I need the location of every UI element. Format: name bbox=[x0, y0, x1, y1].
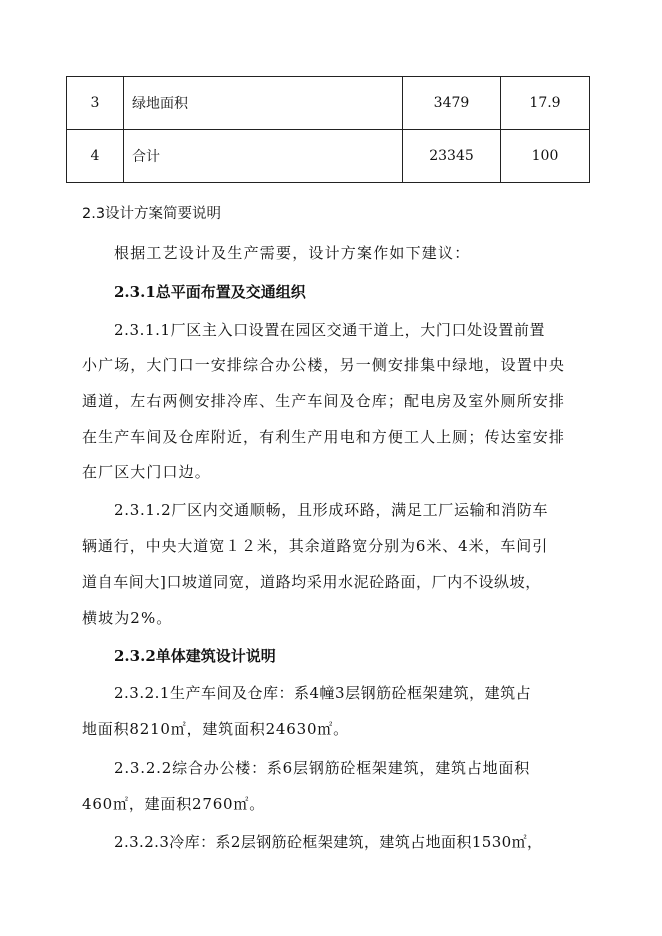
table-row bbox=[67, 130, 590, 183]
paragraph-line: 2.3.2.2综合办公楼：系6层钢筋砼框架建筑，建筑占地面积 bbox=[114, 759, 531, 777]
paragraph-line: 辆通行，中央大道宽１２米，其余道路宽分别为6米、4米，车间引 bbox=[82, 537, 549, 555]
subsection-heading-layout: 2.3.1总平面布置及交通组织 bbox=[114, 283, 306, 301]
paragraph-line: 通道，左右两侧安排冷库、生产车间及仓库；配电房及室外厕所安排 bbox=[82, 392, 566, 410]
row-area: 23345 bbox=[403, 130, 501, 183]
intro-paragraph: 根据工艺设计及生产需要，设计方案作如下建议： bbox=[114, 244, 471, 262]
paragraph-line: 2.3.1.2厂区内交通顺畅，且形成环路，满足工厂运输和消防车 bbox=[114, 501, 549, 519]
paragraph-line: 在厂区大门口边。 bbox=[82, 463, 211, 481]
land-use-table bbox=[66, 76, 590, 183]
section-title: 2.3设计方案简要说明 bbox=[82, 206, 222, 222]
paragraph-line: 地面积8210㎡，建筑面积24630㎡。 bbox=[82, 720, 349, 738]
row-percent: 100 bbox=[501, 130, 590, 183]
row-percent: 17.9 bbox=[501, 77, 590, 130]
row-area: 3479 bbox=[403, 77, 501, 130]
paragraph-line: 460㎡，建面积2760㎡。 bbox=[82, 795, 266, 813]
paragraph-line: 小广场，大门口一安排综合办公楼，另一侧安排集中绿地，设置中央 bbox=[82, 356, 566, 374]
paragraph-line: 道自车间大]口坡道同宽，道路均采用水泥砼路面，厂内不设纵坡， bbox=[82, 573, 541, 591]
paragraph-line: 2.3.2.1生产车间及仓库：系4幢3层钢筋砼框架建筑，建筑占 bbox=[114, 684, 532, 702]
paragraph-line: 在生产车间及仓库附近，有利生产用电和方便工人上厕；传达室安排 bbox=[82, 428, 566, 446]
paragraph-line: 横坡为2%。 bbox=[82, 609, 173, 627]
row-number: 4 bbox=[67, 130, 124, 183]
paragraph-line: 2.3.1.1厂区主入口设置在园区交通干道上，大门口处设置前置 bbox=[114, 321, 546, 339]
row-item: 合计 bbox=[124, 130, 403, 183]
paragraph-line: 2.3.2.3冷库：系2层钢筋砼框架建筑，建筑占地面积1530㎡， bbox=[114, 833, 543, 851]
row-item: 绿地面积 bbox=[124, 77, 403, 130]
subsection-heading-buildings: 2.3.2单体建筑设计说明 bbox=[114, 647, 276, 665]
table-row bbox=[67, 77, 590, 130]
row-number: 3 bbox=[67, 77, 124, 130]
